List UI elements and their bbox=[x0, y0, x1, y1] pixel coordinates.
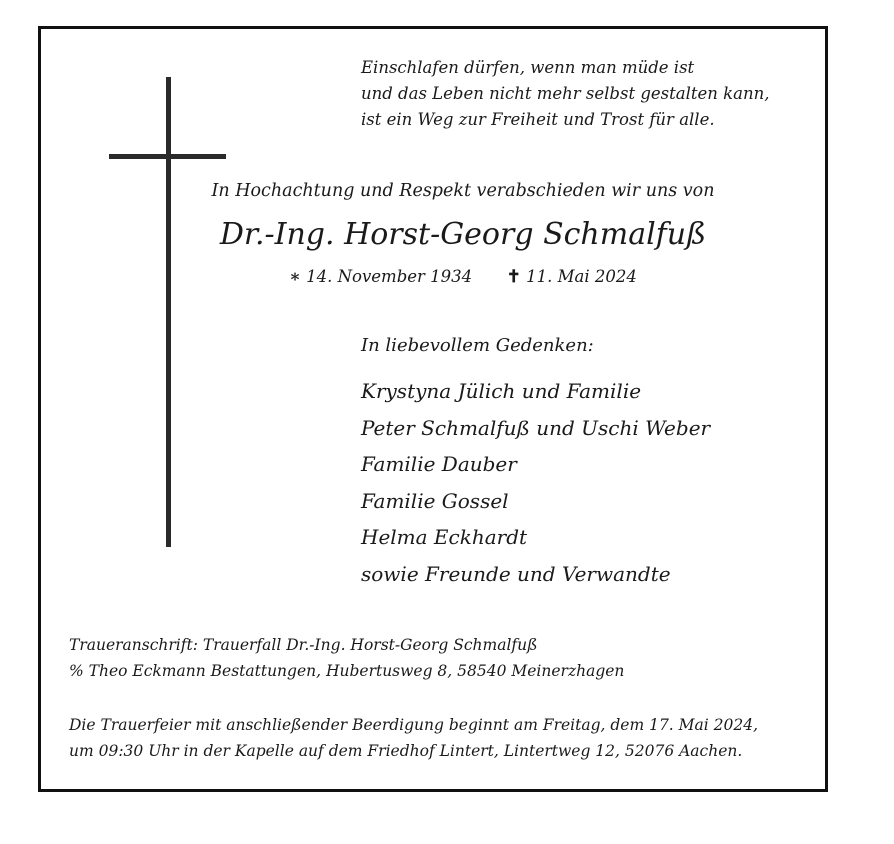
address-line: Traueranschrift: Trauerfall Dr.-Ing. Horst-Georg Schmalfuß bbox=[69, 636, 538, 654]
poem-line: und das Leben nicht mehr selbst gestalten kann, bbox=[361, 84, 770, 103]
obituary-frame bbox=[38, 26, 828, 792]
mourner-item: Familie Dauber bbox=[361, 452, 517, 476]
memory-heading: In liebevollem Gedenken: bbox=[361, 335, 594, 356]
mourner-item: sowie Freunde und Verwandte bbox=[361, 561, 671, 586]
mourners-list bbox=[361, 373, 710, 592]
death-cross-icon: ✝ bbox=[506, 267, 521, 287]
mourning-address bbox=[69, 632, 624, 684]
ceremony-line: Die Trauerfeier mit anschließender Beerdigung beginnt am Freitag, dem 17. Mai 2024, bbox=[69, 716, 759, 734]
birth-star-icon: ∗ bbox=[289, 267, 301, 287]
poem-line: ist ein Weg zur Freiheit und Trost für alle. bbox=[361, 110, 715, 129]
life-dates bbox=[41, 267, 825, 287]
deceased-name: Dr.-Ing. Horst-Georg Schmalfuß bbox=[219, 217, 707, 252]
mourner-item: Helma Eckhardt bbox=[361, 525, 528, 549]
mourner-item: Peter Schmalfuß und Uschi Weber bbox=[361, 415, 711, 440]
birth-date: 14. November 1934 bbox=[306, 267, 473, 286]
ceremony-line: um 09:30 Uhr in der Kapelle auf dem Friedhof Lintert, Lintertweg 12, 52076 Aachen. bbox=[69, 742, 743, 760]
death-date: 11. Mai 2024 bbox=[526, 267, 637, 286]
address-line: % Theo Eckmann Bestattungen, Hubertusweg 8, 58540 Meinerzhagen bbox=[69, 662, 625, 680]
poem bbox=[361, 55, 769, 133]
ceremony-info bbox=[69, 712, 758, 764]
cross-horizontal-bar bbox=[109, 154, 226, 159]
mourner-item: Familie Gossel bbox=[361, 488, 509, 513]
mourner-item: Krystyna Jülich und Familie bbox=[361, 379, 642, 403]
cross-vertical-bar bbox=[166, 77, 171, 547]
poem-line: Einschlafen dürfen, wenn man müde ist bbox=[361, 58, 695, 77]
farewell-intro: In Hochachtung und Respekt verabschieden wir uns von bbox=[211, 181, 715, 201]
